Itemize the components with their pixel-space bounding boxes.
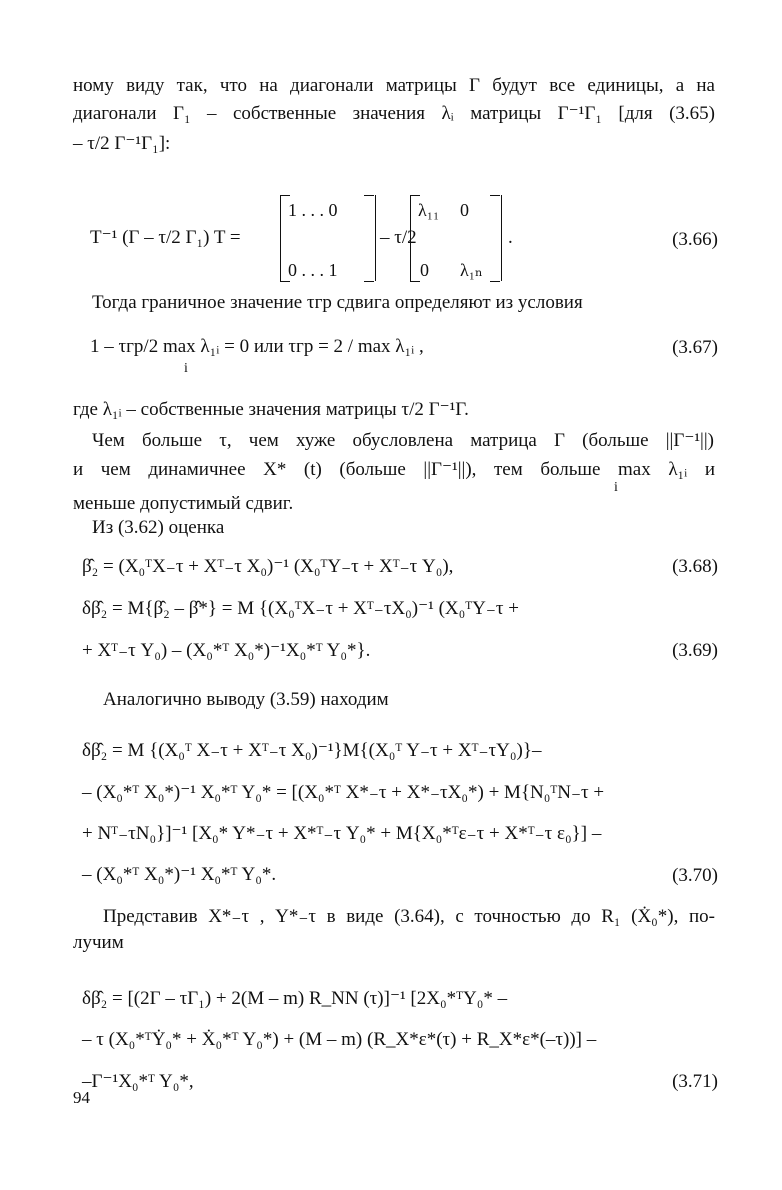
equation-number: (3.67) bbox=[672, 337, 718, 358]
paragraph-line: диагонали Г₁ – собственные значения λᵢ матрицы Г⁻¹Г₁ [для (3.65) bbox=[73, 103, 715, 124]
matrix-cell: λ₁ₙ bbox=[460, 260, 483, 280]
matrix-cell: λ₁₁ bbox=[418, 200, 440, 220]
equation-number: (3.68) bbox=[672, 556, 718, 577]
equation-number: (3.69) bbox=[672, 640, 718, 661]
paragraph-line: Аналогично выводу (3.59) находим bbox=[103, 689, 389, 710]
paragraph-line: лучим bbox=[73, 932, 124, 953]
matrix-cell: 0 bbox=[420, 260, 429, 280]
paragraph-line: где λ₁ᵢ – собственные значения матрицы τ/2 Г⁻¹Г. bbox=[73, 399, 469, 420]
equation-number: (3.70) bbox=[672, 865, 718, 886]
equation: β̂₂ = (X₀ᵀX₋τ + Xᵀ₋τ X₀)⁻¹ (X₀ᵀY₋τ + Xᵀ₋τ Y₀), bbox=[82, 556, 454, 577]
equation-subscript: i bbox=[184, 361, 188, 376]
equation: – (X₀*ᵀ X₀*)⁻¹ X₀*ᵀ Y₀* = [(X₀*ᵀ X*₋τ + X*₋τX₀*) + M{N₀ᵀN₋τ + bbox=[82, 782, 605, 803]
paragraph-line: и чем динамичнее X* (t) (больше ||Г⁻¹||), тем больше max λ₁ᵢ и bbox=[73, 459, 715, 480]
equation: + Xᵀ₋τ Y₀) – (X₀*ᵀ X₀*)⁻¹X₀*ᵀ Y₀*}. bbox=[82, 640, 371, 661]
paragraph-line: Тогда граничное значение τгр сдвига определяют из условия bbox=[92, 292, 583, 313]
paragraph-line: Из (3.62) оценка bbox=[92, 517, 225, 538]
paragraph-line: Представив X*₋τ , Y*₋τ в виде (3.64), с точностью до R₁ (Ẋ₀*), по- bbox=[103, 906, 715, 927]
equation: – τ (X₀*ᵀẎ₀* + Ẋ₀*ᵀ Y₀*) + (M – m) (R_X*ε*(τ) + R_X*ε*(–τ))] – bbox=[82, 1029, 597, 1050]
matrix-cell: 0 bbox=[460, 200, 469, 220]
equation: – (X₀*ᵀ X₀*)⁻¹ X₀*ᵀ Y₀*. bbox=[82, 864, 277, 885]
matrix-row-bottom: 0 . . . 1 bbox=[288, 260, 338, 280]
equation: δβ̂₂ = [(2Г – τГ₁) + 2(M – m) R_NN (τ)]⁻¹ [2X₀*ᵀY₀* – bbox=[82, 988, 508, 1009]
paragraph-line: ному виду так, что на диагонали матрицы Г будут все единицы, а на bbox=[73, 75, 715, 96]
equation: δβ̂₂ = M {(X₀ᵀ X₋τ + Xᵀ₋τ X₀)⁻¹}M{(X₀ᵀ Y₋τ + Xᵀ₋τY₀)}– bbox=[82, 740, 542, 761]
text-subscript: i bbox=[614, 480, 618, 495]
page-number: 94 bbox=[73, 1088, 90, 1107]
paragraph-line: меньше допустимый сдвиг. bbox=[73, 493, 294, 514]
equation: 1 – τгр/2 max λ₁ᵢ = 0 или τгр = 2 / max λ₁ᵢ , bbox=[90, 336, 424, 357]
equation-number: (3.71) bbox=[672, 1071, 718, 1092]
matrix-row-top: 1 . . . 0 bbox=[288, 200, 338, 220]
equation-number: (3.66) bbox=[672, 229, 718, 250]
equation-minus-fraction: – τ/2 bbox=[380, 227, 417, 248]
equation: –Г⁻¹X₀*ᵀ Y₀*, bbox=[82, 1071, 194, 1092]
equation: δβ̂₂ = M{β̂₂ – β̂*} = M {(X₀ᵀX₋τ + Xᵀ₋τX₀)⁻¹ (X₀ᵀY₋τ + bbox=[82, 598, 520, 619]
equation: + Nᵀ₋τN₀}]⁻¹ [X₀* Y*₋τ + X*ᵀ₋τ Y₀* + M{X₀*ᵀε₋τ + X*ᵀ₋τ ε₀}] – bbox=[82, 823, 602, 844]
paragraph-line: Чем больше τ, чем хуже обусловлена матрица Г (больше ||Г⁻¹||) bbox=[92, 430, 714, 451]
equation-dot: . bbox=[508, 227, 513, 248]
equation-lhs: T⁻¹ (Г – τ/2 Г₁) T = bbox=[90, 227, 241, 248]
paragraph-line: – τ/2 Г⁻¹Г₁]: bbox=[73, 133, 171, 154]
